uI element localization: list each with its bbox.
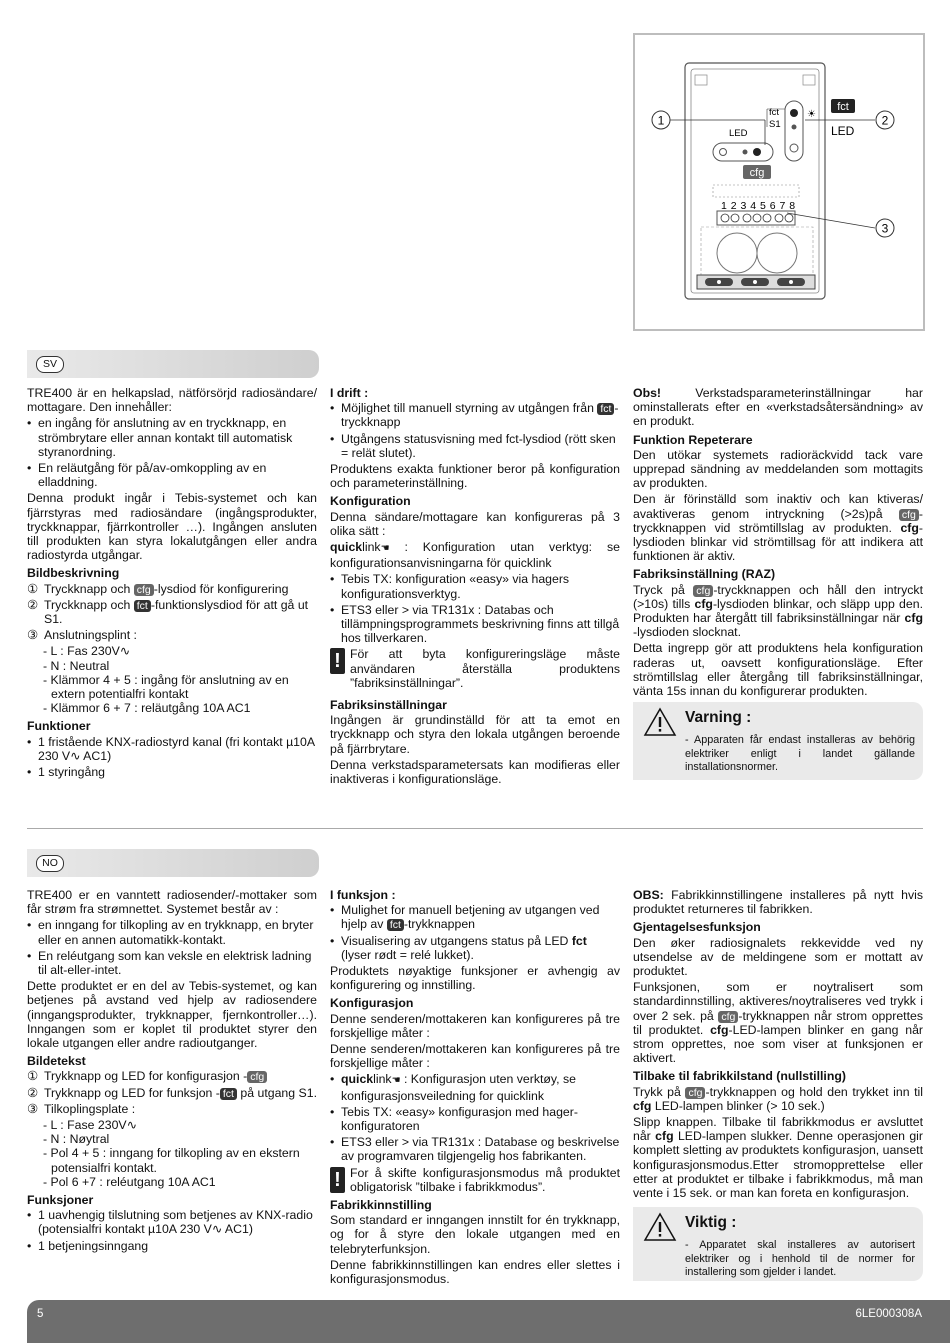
sv-column-3 xyxy=(633,386,923,700)
no-note: ! For å skifte konfigurasjonsmodus må produktet obligatorisk ”tilbake i fabrikkmodus”. xyxy=(330,1166,620,1194)
cfg-badge: cfg xyxy=(693,585,713,597)
lang-bar-sv xyxy=(27,350,319,378)
cfg-badge: cfg xyxy=(685,1087,705,1099)
no-konf-2: • ETS3 eller > via TR131x : Database og beskrivelse av programvaren tilgjengelig hos fabrikanten. xyxy=(330,1135,620,1163)
sv-drift-2: • Utgångens statusvisning med fct-lysdiod (rött sken = relät slutet). xyxy=(330,432,620,460)
no-raz-p3: Trykk på cfg -trykknappen og hold den trykket inn til cfg LED-lampen blinker (> 10 sek.) xyxy=(633,1084,924,1113)
warning-icon xyxy=(643,707,677,737)
sv-column-2 xyxy=(330,386,620,788)
no-konf-p2b: Denne senderen/mottakeren kan konfigureres på tre forskjellige måter : xyxy=(330,1042,620,1071)
callout-2: 2 xyxy=(881,113,889,128)
document-code: 6LE000308A xyxy=(855,1308,922,1320)
callout-1: 1 xyxy=(657,113,665,128)
product-diagram xyxy=(633,33,925,331)
no-warning-box xyxy=(633,1207,923,1281)
label-led-left: LED xyxy=(729,128,748,139)
no-func-2: • 1 betjeningsinngang xyxy=(27,1239,317,1253)
cfg-badge: cfg xyxy=(134,584,154,596)
sv-heading-konfiguration: Konfiguration xyxy=(330,494,411,509)
page-footer xyxy=(27,1300,950,1343)
sv-obs: Obs! Verkstadsparameterinställningar har ominstallerats efter en «verkstadsåtersändning» av en produkt. xyxy=(633,386,923,429)
light-symbol-icon: ☀ xyxy=(807,109,816,120)
no-column-3 xyxy=(633,888,923,1202)
no-paragraph-2: Dette produktet er en del av Tebis-systemet, og kan betjenes på avstand ved hjelp av radiosendere (inngangsprodukter, trykknapper, fjernkontroller…). Inngangen som er koplet til produktet styrer den lokale utgangen eller andre radioutganger. xyxy=(27,979,317,1051)
sv-heading-fabrik: Fabriksinställningar xyxy=(330,698,447,713)
sv-paragraph-2: Denna produkt ingår i Tebis-systemet och kan fjärrstyras med radiosändare (ingångsprodukter, tryckknappar, fjärrkontroller …). Ingången ansluten till produkten kan styra lokalutgången eller andra radiostyrda utgångar. xyxy=(27,491,317,563)
sv-bullet-1: • en ingång för anslutning av en tryckknapp, en strömbrytare eller annan kontakt till automatisk styranordning. xyxy=(27,416,317,459)
no-heading-funksjon: I funksjon : xyxy=(330,888,396,902)
no-drift-1: • Mulighet for manuell betjening av utgangen ved hjelp av fct -trykknappen xyxy=(330,903,620,931)
sv-konf-1: • Tebis TX: konfiguration «easy» via hagers konfigurationsverktyg. xyxy=(330,572,620,600)
fct-badge: fct xyxy=(220,1088,237,1100)
sv-fabrik-p3: Ingången är grundinställd för att ta emot en tryckknapp och styra den lokala utgången beroende på fjärrbrytare. xyxy=(330,713,620,756)
no-heading-nullstilling: Tilbake til fabrikkilstand (nullstilling) xyxy=(633,1069,846,1084)
no-raz-p4: Slipp knappen. Tilbake til fabrikkmodus er avsluttet når cfg LED-lampen slukker. Denne operasjonen gir komplett sletting av produktets konfigurasjon, uansett konfigurasjonsmodus.Etter stromopprettelse eller etter at produktet er tilbake i fabrikkmodus, må man vente i 15 sek. or man kan foreta en konfigurasjon. xyxy=(633,1115,923,1201)
no-warning-title: Viktig : xyxy=(685,1214,737,1231)
label-s1: S1 xyxy=(769,119,781,130)
warning-icon xyxy=(643,1212,677,1242)
no-heading-gjentagelse: Gjentagelsesfunksjon xyxy=(633,920,761,935)
no-heading-bildetekst: Bildetekst xyxy=(27,1054,86,1069)
sv-legend-1: ① Tryckknapp och cfg -lysdiod för konfigurering xyxy=(27,581,289,596)
no-intro: TRE400 er en vanntett radiosender/-mottaker som får strøm fra strømnettet. Systemet består av : xyxy=(27,888,317,917)
label-cfg: cfg xyxy=(749,167,765,179)
page-number: 5 xyxy=(37,1308,44,1320)
no-heading-fabrikk: Fabrikkinnstilling xyxy=(330,1198,432,1213)
section-divider xyxy=(27,828,923,829)
sv-warning-title: Varning : xyxy=(685,709,752,726)
sv-fabrik-p4: Denna verkstadsparametersats kan modifieras eller inaktiveras i konfigurationsläge. xyxy=(330,757,620,787)
no-warning-body: - Apparatet skal installeres av autorisert elektriker og i henhold til de normer for installering som gjelder i landet. xyxy=(685,1239,915,1278)
sv-note: ! För att byta konfigureringsläge måste användaren återställa produktens ”fabriksinställningar”. xyxy=(330,647,620,690)
sv-func-2: • 1 styringång xyxy=(27,765,317,779)
label-led-right: LED xyxy=(831,124,855,138)
hand-icon: ☚ xyxy=(391,1075,401,1087)
fct-badge: fct xyxy=(597,403,614,415)
sv-bullet-2: • En reläutgång för på/av-omkoppling av en elladdning. xyxy=(27,461,317,489)
sv-legend-2: ② Tryckknapp och fct -funktionslysdiod för att gå ut S1. xyxy=(27,597,309,627)
no-column-1 xyxy=(27,888,317,1255)
no-fabrikk-p4: Denne fabrikkinnstillingen kan endres eller slettes i konfigurasjonsmodus. xyxy=(330,1257,620,1287)
sv-terminal-45: - Klämmor 4 + 5 : ingång för anslutning av en xyxy=(43,672,289,687)
sv-drift-p1: Produktens exakta funktioner beror på konfiguration och parameterinställning. xyxy=(330,462,620,491)
exclamation-icon: ! xyxy=(330,648,345,674)
no-terminal-67: - Pol 6 +7 : reléutgang 10A AC1 xyxy=(43,1174,216,1189)
sv-terminal-67: - Klämmor 6 + 7 : reläutgång 10A AC1 xyxy=(43,701,251,716)
no-rep-p2: Funksjonen, som er noytralisert som standardinnstilling, aktiveres/noytraliseres ved trykk i over 2 sek. på cfg -trykknappen når strom opprettes til produktet. cfg-LED-lampen blinker en gang når strom opprettes, noe som viser at funksjonen er aktivert. xyxy=(633,980,924,1066)
no-drift-2: • Visualisering av utgangens status på LED fct (lyser rødt = relé lukket). xyxy=(330,934,620,962)
cfg-badge: cfg xyxy=(899,509,919,521)
sv-heading-bild: Bildbeskrivning xyxy=(27,566,120,581)
sv-heading-funktioner: Funktioner xyxy=(27,719,91,734)
device-illustration xyxy=(635,35,923,329)
terminal-numbers: 1 2 3 4 5 6 7 8 xyxy=(721,200,796,212)
no-heading-funksjoner: Funksjoner xyxy=(27,1193,94,1208)
sv-raz-p4: Detta ingrepp gör att produktens hela konfiguration raderas ut, oavsett konfigurationsläge. Efter strömtillslag eller återgång till fabriksinställningar, vänta 15s innan du konfigurerar produkten. xyxy=(633,641,923,699)
no-konf-p2a: Denne senderen/mottakeren kan konfigureres på tre forskjellige måter : xyxy=(330,1011,620,1040)
lang-tag-sv: SV xyxy=(36,356,64,373)
no-terminal-n: - N : Nøytral xyxy=(43,1132,110,1147)
no-terminal-45: - Pol 4 + 5 : inngang for tilkopling av en ekstern xyxy=(43,1146,300,1161)
sv-quicklink: quicklink☚ : Konfiguration utan verktyg: se konfigurationsanvisningarna för quicklink xyxy=(330,540,620,571)
no-bullet-1: • en inngang for tilkopling av en trykknapp, en bryter eller en annen automatikk-kontakt. xyxy=(27,918,317,946)
hand-icon: ☚ xyxy=(380,543,390,555)
sv-konf-p2: Denna sändare/mottagare kan konfigureras på 3 olika sätt : xyxy=(330,509,620,538)
sv-drift-1: • Möjlighet till manuell styrning av utgången från fct -tryckknapp xyxy=(330,401,620,429)
fct-badge: fct xyxy=(134,600,151,612)
sv-raz-p3: Tryck på cfg -tryckknappen och håll den intryckt (>10s) tills cfg-lysdioden blinkar, och släpp upp den. Produkten har återgått till fabriksinställningar när cfg -lysdioden slocknat. xyxy=(633,582,923,640)
label-fct-right: fct xyxy=(837,101,849,113)
sv-heading-drift: I drift : xyxy=(330,386,369,400)
no-terminal-45b: potensialfri kontakt. xyxy=(51,1160,157,1175)
sv-heading-raz: Fabriksinställning (RAZ) xyxy=(633,567,776,582)
cfg-badge: cfg xyxy=(718,1011,738,1023)
sv-column-1 xyxy=(27,386,317,781)
sv-terminal-l: - L : Fas 230V∿ xyxy=(43,644,131,659)
no-konf-1: • Tebis TX: «easy» konfigurasjon med hager-konfiguratoren xyxy=(330,1105,620,1133)
no-terminal-l: - L : Fase 230V∿ xyxy=(43,1118,137,1133)
sv-func-1: • 1 fristående KNX-radiostyrd kanal (fri kontakt µ10A 230 V∿ AC1) xyxy=(27,735,317,763)
no-column-2 xyxy=(330,888,620,1288)
cfg-badge: cfg xyxy=(247,1071,267,1083)
sv-rep-p1: Den utökar systemets radioräckvidd tack vare upprepad sändning av meddelanden som mottagits av produkten. xyxy=(633,447,923,491)
callout-3: 3 xyxy=(881,221,889,236)
no-legend-1: ① Trykknapp og LED for konfigurasjon - cfg xyxy=(27,1069,317,1083)
exclamation-icon: ! xyxy=(330,1167,345,1193)
no-legend-3: ③ Tilkoplingsplate : xyxy=(27,1101,136,1116)
no-bullet-2: • En reléutgang som kan veksle en elektrisk ladning til alt-eller-intet. xyxy=(27,949,317,977)
no-obs: OBS: Fabrikkinnstillingene installeres på nytt hvis produktet returneres til fabrikken. xyxy=(633,888,923,917)
sv-konf-2: • ETS3 eller > via TR131x : Databas och tillämpningsprogrammets beskrivning finns att tillgå hos tillverkaren. xyxy=(330,603,620,646)
no-legend-2: ② Trykknapp og LED for funksjon - fct på utgang S1. xyxy=(27,1085,317,1100)
sv-rep-p2: Den är förinställd som inaktiv och kan ktiveras/ avaktiveras genom intryckning (>2s)på cfg -tryckknappen vid strömtillslag av produkten. cfg-lysdioden blinkar vid strömtillsag för att indikera att funktionen är aktiv. xyxy=(633,492,923,564)
sv-heading-repeterare: Funktion Repeterare xyxy=(633,432,753,447)
no-fabrikk-p3: Som standard er inngangen innstilt for én trykknapp, og for å styre den lokale utgangen med en telebryterfunksjon. xyxy=(330,1213,620,1256)
fct-badge: fct xyxy=(387,919,404,931)
sv-warning-box xyxy=(633,702,923,780)
sv-terminal-n: - N : Neutral xyxy=(43,658,110,673)
lang-tag-no: NO xyxy=(36,855,64,872)
sv-intro: TRE400 är en helkapslad, nätförsörjd radiosändare/ mottagare. Den innehåller: xyxy=(27,386,317,415)
sv-warning-body: - Apparaten får endast installeras av behörig elektriker enligt i landet gällande installationsnormer. xyxy=(685,734,915,773)
no-drift-p1: Produktets nøyaktige funksjoner er avhengig av konfigurering og innstilling. xyxy=(330,964,620,993)
sv-legend-3: ③ Anslutningsplint : xyxy=(27,628,137,643)
no-func-1: • 1 uavhengig tilslutning som betjenes av KNX-radio (potensialfri kontakt µ10A 230 V∿ AC1) xyxy=(27,1208,317,1236)
no-heading-konfigurasjon: Konfigurasjon xyxy=(330,996,414,1011)
lang-bar-no xyxy=(27,849,319,877)
no-rep-p1: Den øker radiosignalets rekkevidde ved ny utsendelse av de meldingene som er mottatt av produktet. xyxy=(633,935,923,979)
no-quicklink: • quicklink☚ : Konfigurasjon uten verktøy, se konfigurasjonsveiledning for quicklink xyxy=(330,1072,620,1102)
sv-terminal-45b: extern potentialfri kontakt xyxy=(51,687,189,702)
label-fct-small: fct xyxy=(769,107,780,118)
